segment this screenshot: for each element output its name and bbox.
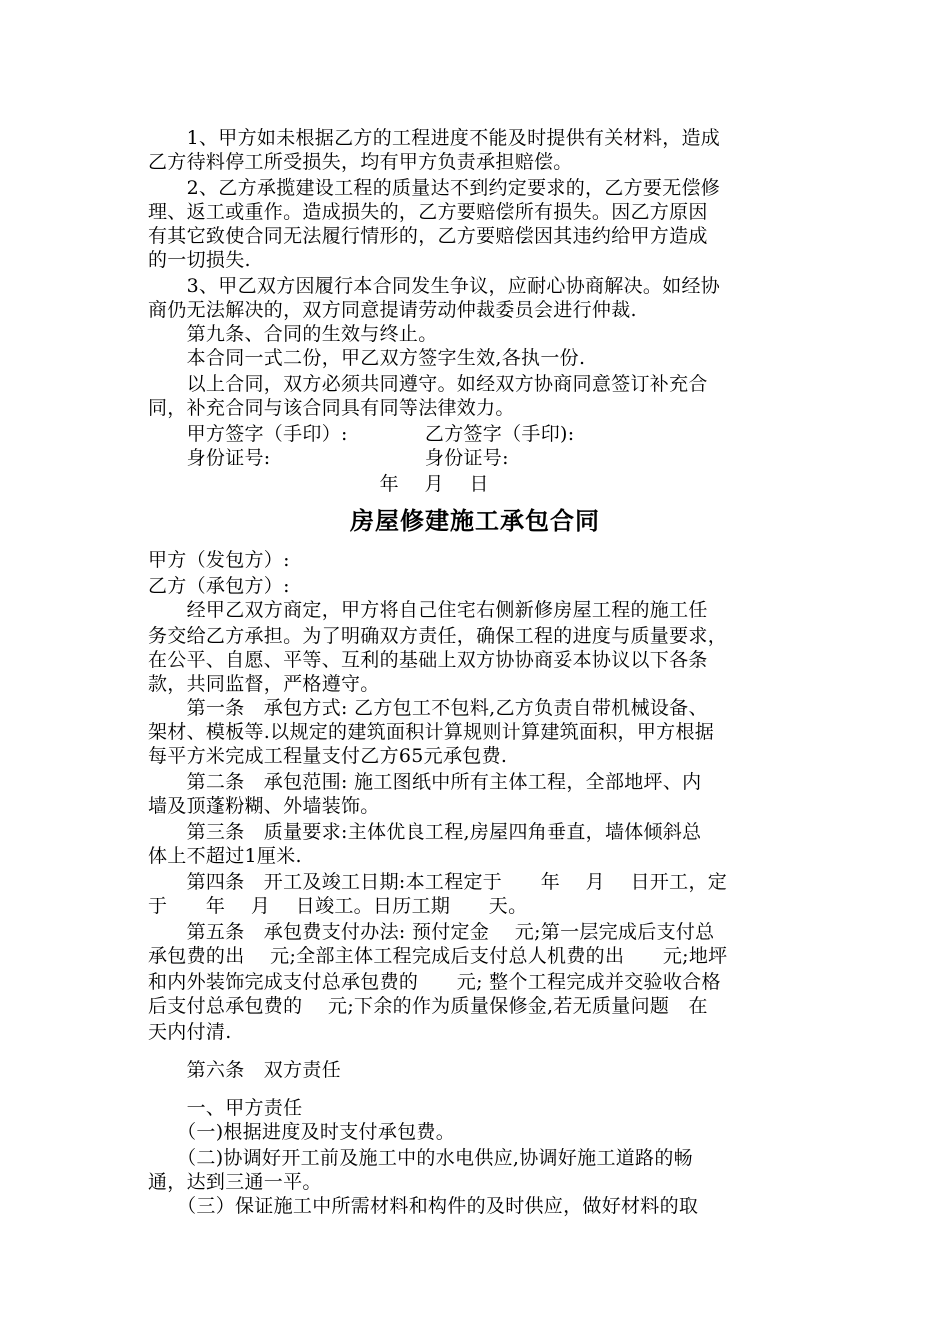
section-heading: 第六条 双方责任	[148, 1059, 342, 1081]
text-line: 同，补充合同与该合同具有同等法律效力。	[148, 397, 515, 419]
text-line: 本合同一式二份，甲乙双方签字生效,各执一份.	[148, 347, 586, 369]
text-line: 务交给乙方承担。为了明确双方责任，确保工程的进度与质量要求，	[148, 625, 728, 647]
text-line: 天内付清.	[148, 1021, 232, 1043]
date-line: 年 月 日	[148, 473, 489, 495]
text-line: 通，达到三通一平。	[148, 1171, 322, 1193]
text-line: 以上合同，双方必须共同遵守。如经双方协商同意签订补充合	[148, 373, 708, 395]
text-line: 1、甲方如未根据乙方的工程进度不能及时提供有关材料，造成	[148, 127, 721, 149]
text-line: （二)协调好开工前及施工中的水电供应,协调好施工道路的畅	[148, 1147, 693, 1169]
text-line: 在公平、自愿、平等、互利的基础上双方协协商妥本协议以下各条	[148, 649, 708, 671]
document-title: 房屋修建施工承包合同	[350, 507, 600, 535]
text-line: 理、返工或重作。造成损失的，乙方要赔偿所有损失。因乙方原因	[148, 201, 708, 223]
text-line: 第三条 质量要求:主体优良工程,房屋四角垂直，墙体倾斜总	[148, 821, 702, 843]
id-number-line: 身份证号: 身份证号:	[148, 447, 509, 469]
party-b-line: 乙方（承包方）:	[148, 575, 290, 597]
text-line: 3、甲乙双方因履行本合同发生争议，应耐心协商解决。如经协	[148, 275, 721, 297]
text-line: 商仍无法解决的，双方同意提请劳动仲裁委员会进行仲裁.	[148, 299, 637, 321]
text-line: 后支付总承包费的 元;下余的作为质量保修金,若无质量问题 在	[148, 995, 708, 1017]
text-line: 承包费的出 元;全部主体工程完成后支付总人机费的出 元;地坪	[148, 945, 728, 967]
text-line: （三）保证施工中所需材料和构件的及时供应，做好材料的取	[148, 1195, 699, 1217]
text-line: 于 年 月 日竣工。日历工期 天。	[148, 895, 528, 917]
signature-line: 甲方签字（手印）: 乙方签字（手印):	[148, 423, 575, 445]
text-line: 款，共同监督，严格遵守。	[148, 673, 380, 695]
sub-heading: 一、甲方责任	[148, 1097, 303, 1119]
text-line: 架材、模板等.以规定的建筑面积计算规则计算建筑面积，甲方根据	[148, 721, 715, 743]
text-line: 乙方待料停工所受损失，均有甲方负责承担赔偿。	[148, 151, 573, 173]
text-line: 的一切损失.	[148, 249, 251, 271]
text-line: 第一条 承包方式: 乙方包工不包料,乙方负责自带机械设备、	[148, 697, 708, 719]
text-line: 第四条 开工及竣工日期:本工程定于 年 月 日开工，定	[148, 871, 728, 893]
text-line: 第二条 承包范围: 施工图纸中所有主体工程，全部地坪、内	[148, 771, 702, 793]
text-line: 墙及顶蓬粉糊、外墙装饰。	[148, 795, 380, 817]
text-line: 体上不超过1厘米.	[148, 845, 302, 867]
section-heading: 第九条、合同的生效与终止。	[148, 323, 438, 345]
text-line: 第五条 承包费支付办法: 预付定金 元;第一层完成后支付总	[148, 921, 715, 943]
text-line: （一)根据进度及时支付承包费。	[148, 1121, 456, 1143]
text-line: 每平方米完成工程量支付乙方65元承包费.	[148, 745, 508, 767]
text-line: 2、乙方承揽建设工程的质量达不到约定要求的，乙方要无偿修	[148, 177, 721, 199]
text-line: 和内外装饰完成支付总承包费的 元; 整个工程完成并交验收合格	[148, 971, 721, 993]
text-line: 经甲乙双方商定，甲方将自己住宅右侧新修房屋工程的施工任	[148, 599, 708, 621]
text-line: 有其它致使合同无法履行情形的，乙方要赔偿因其违约给甲方造成	[148, 225, 708, 247]
party-a-line: 甲方（发包方）:	[148, 549, 290, 571]
